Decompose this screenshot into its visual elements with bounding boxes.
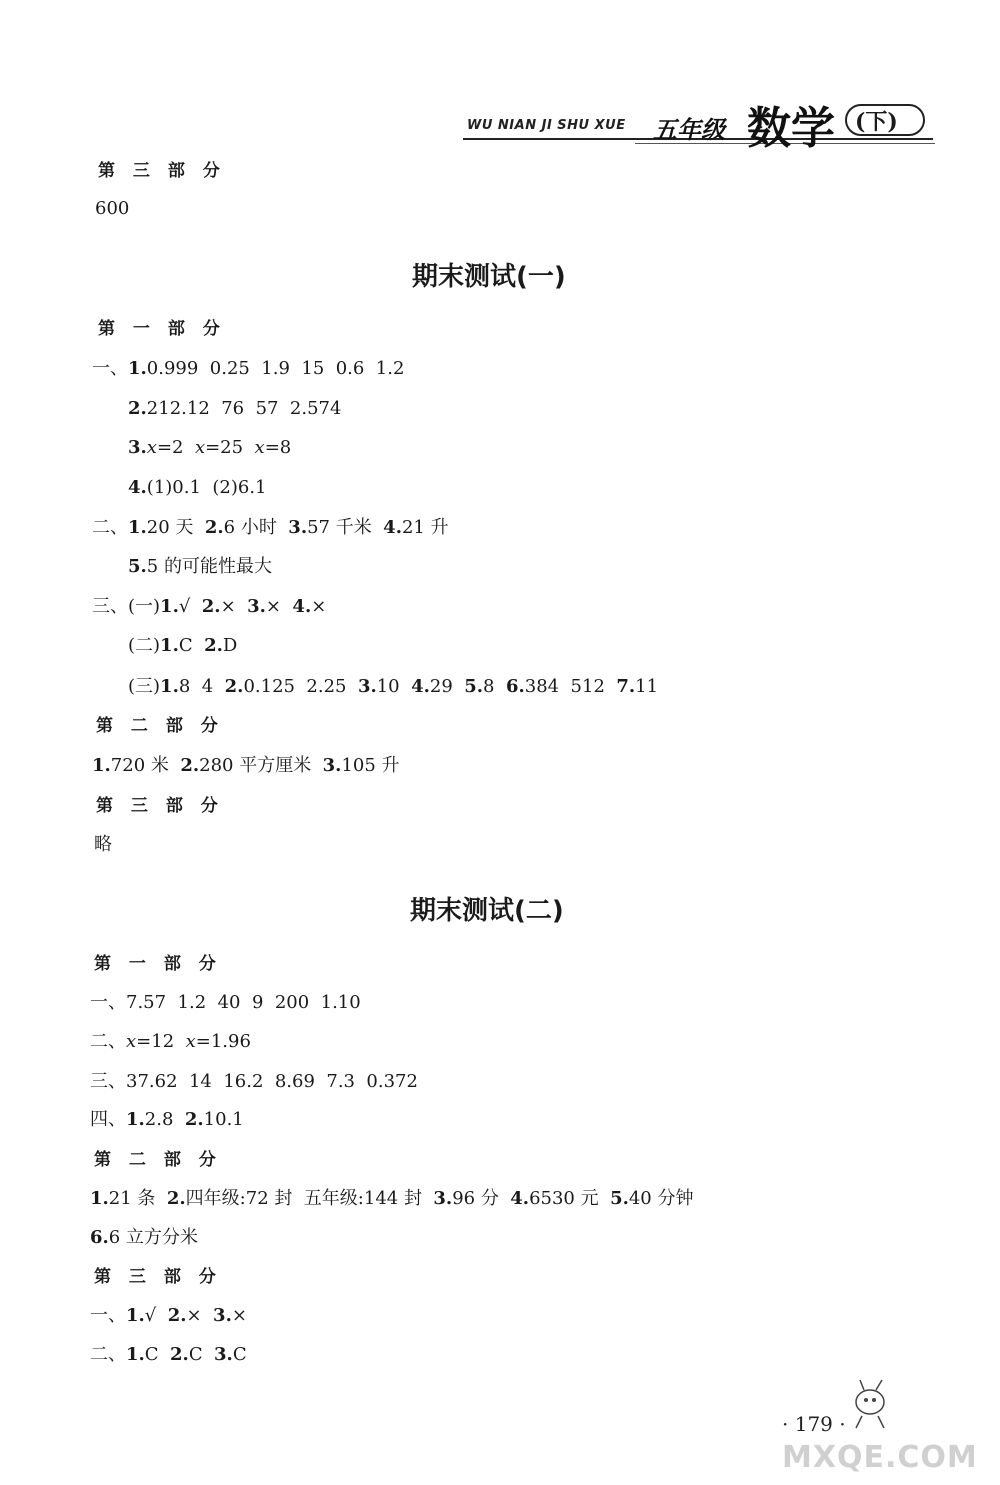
q-number: 1. bbox=[128, 358, 147, 379]
test2-part3-line-2 bbox=[90, 1344, 247, 1366]
q-answer: =8 bbox=[264, 437, 292, 458]
q-answer: =1.96 bbox=[195, 1031, 251, 1052]
q-answer: =25 bbox=[205, 437, 255, 458]
test1-line-2 bbox=[128, 398, 341, 420]
q-number: 4. bbox=[128, 477, 147, 498]
q-number: 3. bbox=[288, 517, 308, 538]
test1-line-8 bbox=[128, 635, 237, 657]
q-answer: × bbox=[231, 1305, 247, 1326]
q-number: 1. bbox=[160, 676, 179, 697]
q-number: 6. bbox=[90, 1227, 109, 1248]
watermark: MXQE.COM bbox=[782, 1440, 978, 1475]
q-number: 1. bbox=[160, 635, 179, 656]
q-answer: 6530 元 bbox=[529, 1188, 611, 1209]
q-answer: C bbox=[232, 1344, 247, 1365]
q-number: 1. bbox=[90, 1188, 109, 1209]
test2-part3-heading: 第 三 部 分 bbox=[94, 1267, 222, 1287]
q-answer: 21 条 bbox=[108, 1188, 167, 1209]
q-number: 3. bbox=[357, 676, 377, 697]
test1-line-5 bbox=[92, 517, 449, 539]
q-answer: C bbox=[144, 1344, 171, 1365]
q-answer: (1)0.1 (2)6.1 bbox=[146, 477, 267, 498]
header-grade: 五年级 bbox=[653, 116, 725, 144]
test1-part3-answer: 略 bbox=[94, 834, 112, 855]
test2-line-4 bbox=[90, 1109, 244, 1131]
q-number: 3. bbox=[128, 437, 147, 458]
test1-line-6 bbox=[128, 556, 272, 578]
q-answer: 10.1 bbox=[203, 1109, 244, 1130]
q-prefix: 二、 bbox=[90, 1344, 126, 1365]
q-number: 1. bbox=[126, 1344, 145, 1365]
q-answer: =12 bbox=[136, 1031, 186, 1052]
test1-part2-heading: 第 二 部 分 bbox=[96, 716, 224, 736]
q-prefix: 三、(一) bbox=[92, 596, 161, 617]
q-answer: 0.999 0.25 1.9 15 0.6 1.2 bbox=[146, 358, 405, 379]
q-answer: 5 的可能性最大 bbox=[146, 556, 272, 577]
test1-part1-heading: 第 一 部 分 bbox=[98, 319, 226, 339]
q-answer: 29 bbox=[429, 676, 465, 697]
mascot-icon bbox=[840, 1372, 910, 1432]
q-number: 2. bbox=[184, 1109, 204, 1130]
q-prefix: (二) bbox=[128, 635, 161, 656]
q-answer: 212.12 76 57 2.574 bbox=[146, 398, 342, 419]
q-answer: =2 bbox=[156, 437, 195, 458]
q-answer: 0.125 2.25 bbox=[243, 676, 358, 697]
header-volume: (下) bbox=[845, 104, 925, 136]
q-answer: 280 平方厘米 bbox=[199, 755, 323, 776]
page-number: · 179 · bbox=[782, 1412, 846, 1436]
test2-part2-answers-cont bbox=[90, 1227, 198, 1249]
q-answer: 11 bbox=[635, 676, 659, 697]
test1-line-3 bbox=[128, 437, 291, 459]
q-prefix: 二、 bbox=[90, 1031, 126, 1052]
q-answer: 720 米 bbox=[110, 755, 181, 776]
q-answer: 6 小时 bbox=[223, 517, 289, 538]
q-number: 2. bbox=[170, 1344, 189, 1365]
q-number: 5. bbox=[464, 676, 484, 697]
q-number: 5. bbox=[610, 1188, 629, 1209]
q-answer: 384 512 bbox=[524, 676, 617, 697]
variable-x: x bbox=[185, 1031, 196, 1052]
q-answer: 四年级:72 封 五年级:144 封 bbox=[185, 1188, 434, 1209]
q-prefix: (三) bbox=[128, 676, 161, 697]
test1-title: 期末测试(一) bbox=[412, 262, 566, 292]
q-answer: 57 千米 bbox=[307, 517, 384, 538]
variable-x: x bbox=[194, 437, 206, 458]
q-prefix: 一、 bbox=[90, 1305, 126, 1326]
test1-line-9 bbox=[128, 676, 658, 698]
test2-line-2 bbox=[90, 1031, 251, 1053]
q-answer: 6 立方分米 bbox=[108, 1227, 198, 1248]
q-answer: × bbox=[186, 1305, 214, 1326]
q-answer: 96 分 bbox=[452, 1188, 511, 1209]
q-prefix: 四、 bbox=[90, 1109, 126, 1130]
q-number: 4. bbox=[292, 596, 312, 617]
q-answer: × bbox=[220, 596, 248, 617]
q-answer: 20 天 bbox=[146, 517, 205, 538]
header-pinyin: WU NIAN JI SHU XUE bbox=[467, 118, 626, 133]
header-subject: 数学 bbox=[747, 103, 835, 154]
q-answer: × bbox=[311, 596, 327, 617]
q-number: 3. bbox=[214, 1344, 233, 1365]
q-number: 3. bbox=[322, 755, 342, 776]
q-number: 4. bbox=[383, 517, 402, 538]
q-answer: 105 升 bbox=[341, 755, 400, 776]
q-answer: C bbox=[178, 635, 205, 656]
test1-line-7 bbox=[92, 596, 326, 618]
test2-part1-heading: 第 一 部 分 bbox=[94, 954, 222, 974]
q-number: 6. bbox=[505, 676, 525, 697]
q-number: 4. bbox=[411, 676, 430, 697]
test2-line-1: 一、7.57 1.2 40 9 200 1.10 bbox=[90, 992, 361, 1013]
prev-part3-heading: 第 三 部 分 bbox=[98, 161, 226, 181]
q-answer: 8 4 bbox=[178, 676, 225, 697]
book-header bbox=[455, 100, 935, 152]
q-number: 7. bbox=[616, 676, 636, 697]
q-prefix: 二、 bbox=[92, 517, 128, 538]
test2-part3-line-1 bbox=[90, 1305, 247, 1327]
variable-x: x bbox=[126, 1031, 137, 1052]
q-number: 2. bbox=[201, 596, 221, 617]
q-answer: √ bbox=[144, 1305, 168, 1326]
prev-part3-answer: 600 bbox=[95, 198, 130, 219]
test2-part2-heading: 第 二 部 分 bbox=[94, 1150, 222, 1170]
q-number: 1. bbox=[126, 1305, 145, 1326]
q-prefix: 一、 bbox=[92, 358, 128, 379]
q-number: 2. bbox=[167, 1305, 187, 1326]
variable-x: x bbox=[254, 437, 265, 458]
q-answer: 40 分钟 bbox=[628, 1188, 694, 1209]
q-number: 3. bbox=[213, 1305, 232, 1326]
test2-line-3: 三、37.62 14 16.2 8.69 7.3 0.372 bbox=[90, 1071, 418, 1092]
q-number: 1. bbox=[128, 517, 147, 538]
q-answer: 2.8 bbox=[144, 1109, 185, 1130]
q-number: 1. bbox=[92, 755, 111, 776]
variable-x: x bbox=[146, 437, 157, 458]
q-answer: 21 升 bbox=[401, 517, 449, 538]
q-number: 2. bbox=[204, 635, 223, 656]
q-number: 2. bbox=[166, 1188, 186, 1209]
test1-line-1 bbox=[92, 358, 404, 380]
test2-title: 期末测试(二) bbox=[410, 896, 564, 926]
q-number: 2. bbox=[128, 398, 147, 419]
q-number: 1. bbox=[126, 1109, 145, 1130]
q-number: 1. bbox=[160, 596, 179, 617]
q-number: 2. bbox=[180, 755, 200, 776]
q-answer: D bbox=[222, 635, 238, 656]
q-number: 3. bbox=[247, 596, 266, 617]
q-answer: × bbox=[265, 596, 293, 617]
test1-line-4 bbox=[128, 477, 267, 499]
q-answer: √ bbox=[178, 596, 202, 617]
q-number: 4. bbox=[510, 1188, 530, 1209]
q-number: 2. bbox=[224, 676, 244, 697]
test2-part2-answers bbox=[90, 1188, 694, 1210]
test1-part2-answers bbox=[92, 755, 400, 777]
q-number: 2. bbox=[204, 517, 224, 538]
q-answer: 8 bbox=[483, 676, 506, 697]
q-answer: C bbox=[188, 1344, 215, 1365]
test1-part3-heading: 第 三 部 分 bbox=[96, 796, 224, 816]
q-number: 5. bbox=[128, 556, 147, 577]
q-answer: 10 bbox=[376, 676, 412, 697]
q-number: 3. bbox=[433, 1188, 453, 1209]
